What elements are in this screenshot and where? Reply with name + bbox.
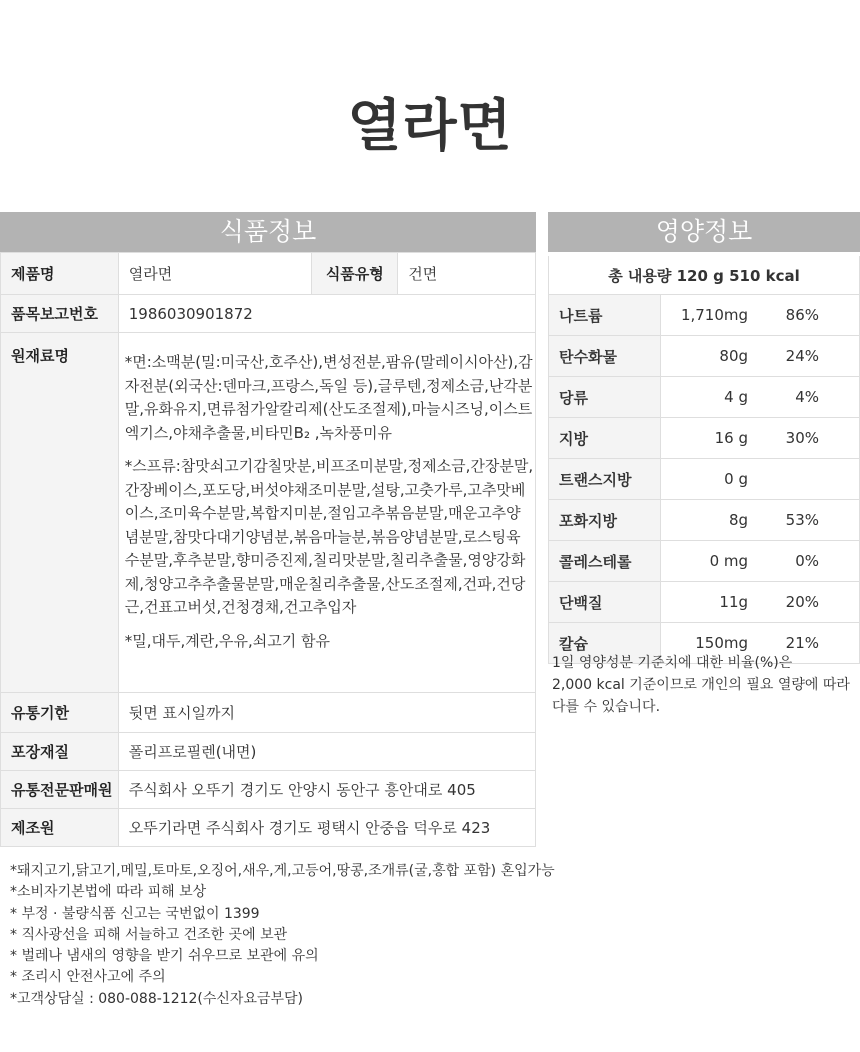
nutrient-name: 당류 [549,377,661,418]
caution-note: * 조리시 안전사고에 주의 [10,969,166,986]
nutrition-row [549,582,860,623]
manufacturer-row [1,809,536,847]
nutrition-note-line: 1일 영양성분 기준치에 대한 비율(%)은 [552,655,793,671]
nutrient-name: 단백질 [549,582,661,623]
food-info-header: 식품정보 [0,212,536,252]
food-type-value: 건면 [398,253,536,295]
caution-note: * 부정 · 불량식품 신고는 국번없이 1399 [10,905,260,922]
expiry-label: 유통기한 [1,693,119,733]
report-no-value: 1986030901872 [118,295,535,333]
nutrient-amount: 150mg [660,623,758,664]
nutrient-percent [758,459,859,500]
nutrition-table [548,256,860,664]
ingredients-soup: *스프류:참맛쇠고기감칠맛분,비프조미분말,정제소금,간장분말,간장베이스,포도당,버섯야채조미분말,설탕,고춧가루,고추맛베이스,조미육수분말,복합지미분,절임고추볶음분말,매운고추양념분말,참맛다대기양념분,볶음마늘분,볶음양념분말,로스팅육수분말,후추분말,향미증진제,칠리맛분말,칠리추출물,영양강화제,청양고추추출물분말,매운칠리추출물,산도조절제,건파,건당근,건표고버섯,건청경채,건고추입자 [124,457,534,616]
food-type-label: 식품유형 [312,253,398,295]
nutrition-row [549,459,860,500]
nutrient-name: 나트륨 [549,295,661,336]
nutrition-note-line: 다를 수 있습니다. [552,699,661,715]
report-no-row [1,295,536,333]
nutrition-note-line: 2,000 kcal 기준이므로 개인의 필요 열량에 따라 [552,677,850,693]
caution-note: *고객상담실 : 080-088-1212(수신자요금부담) [10,990,304,1007]
report-no-label: 품목보고번호 [1,295,119,333]
nutrition-note [552,652,852,718]
caution-note: *소비자기본법에 따라 피해 보상 [10,884,207,901]
nutrient-percent: 86% [758,295,859,336]
nutrition-row [549,500,860,541]
packaging-value: 폴리프로필렌(내면) [118,733,535,771]
ingredients-label: 원재료명 [1,333,119,693]
distributor-label: 유통전문판매원 [1,771,119,809]
nutrition-header: 영양정보 [548,212,860,252]
nutrition-row [549,295,860,336]
ingredients-value [118,333,535,693]
packaging-label: 포장재질 [1,733,119,771]
nutrient-name: 탄수화물 [549,336,661,377]
food-info-table [0,252,536,847]
caution-note: * 벌레나 냄새의 영향을 받기 쉬우므로 보관에 유의 [10,948,319,965]
nutrient-name: 칼슘 [549,623,661,664]
nutrient-amount: 1,710mg [660,295,758,336]
nutrition-row [549,418,860,459]
nutrition-row [549,336,860,377]
ingredients-contains: *밀,대두,계란,우유,쇠고기 함유 [124,631,330,650]
expiry-row [1,693,536,733]
caution-notes [10,861,555,1010]
manufacturer-value: 오뚜기라면 주식회사 경기도 평택시 안중읍 덕우로 423 [118,809,535,847]
nutrient-percent: 0% [758,541,859,582]
nutrient-name: 지방 [549,418,661,459]
nutrition-total-row [549,256,860,295]
nutrient-amount: 0 mg [660,541,758,582]
nutrition-row [549,377,860,418]
product-name-label: 제품명 [1,253,119,295]
ingredients-row [1,333,536,693]
nutrient-name: 콜레스테롤 [549,541,661,582]
nutrient-percent: 53% [758,500,859,541]
nutrient-amount: 0 g [660,459,758,500]
nutrient-percent: 24% [758,336,859,377]
nutrition-row [549,541,860,582]
expiry-value: 뒷면 표시일까지 [118,693,535,733]
manufacturer-label: 제조원 [1,809,119,847]
packaging-row [1,733,536,771]
nutrient-percent: 4% [758,377,859,418]
nutrient-name: 트랜스지방 [549,459,661,500]
nutrient-amount: 8g [660,500,758,541]
distributor-row [1,771,536,809]
nutrient-percent: 21% [758,623,859,664]
nutrient-percent: 20% [758,582,859,623]
caution-note: * 직사광선을 피해 서늘하고 건조한 곳에 보관 [10,926,288,943]
nutrient-amount: 16 g [660,418,758,459]
product-title: 열라면 [347,94,513,159]
nutrient-name: 포화지방 [549,500,661,541]
distributor-value: 주식회사 오뚜기 경기도 안양시 동안구 흥안대로 405 [118,771,535,809]
nutrient-amount: 4 g [660,377,758,418]
nutrient-percent: 30% [758,418,859,459]
product-name-row [1,253,536,295]
nutrition-total: 총 내용량 120 g 510 kcal [549,256,860,295]
ingredients-noodle: *면:소맥분(밀:미국산,호주산),변성전분,팜유(말레이시아산),감자전분(외국산:덴마크,프랑스,독일 등),글루텐,정제소금,난각분말,유화유지,면류첨가알칼리제(산도조절제),마늘시즈닝,이스트엑기스,야채추출물,비타민B₂ ,녹차풍미유 [124,353,533,442]
product-name-value: 열라면 [118,253,312,295]
caution-note: *돼지고기,닭고기,메밀,토마토,오징어,새우,게,고등어,땅콩,조개류(굴,홍합 포함) 혼입가능 [10,863,555,879]
nutrient-amount: 80g [660,336,758,377]
nutrient-amount: 11g [660,582,758,623]
